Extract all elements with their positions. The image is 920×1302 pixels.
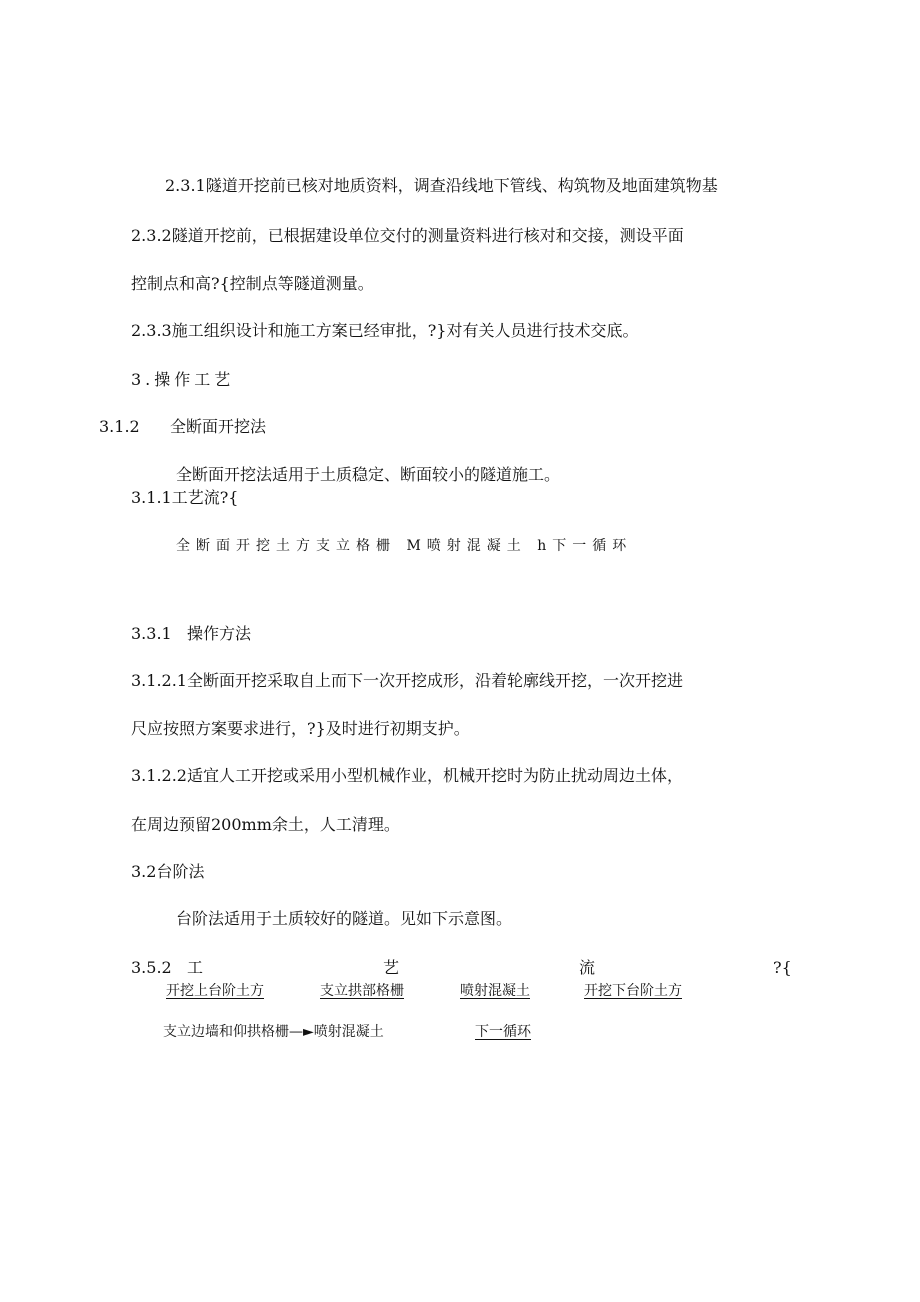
heading-3-3-1-title: 操作方法 — [187, 624, 252, 643]
heading-3-5-2-char-2: 艺 — [383, 958, 400, 977]
para-2-3-3: 2.3.3施工组织设计和施工方案已经审批，?}对有关人员进行技术交底。 — [131, 321, 639, 340]
flow-step-erect-arch-grid: 支立拱部格栅 — [320, 983, 404, 999]
flow-step-sidewall-invert-shotcrete: 支立边墙和仰拱格栅—►喷射混凝土 — [163, 1024, 384, 1040]
para-3-1-2-1-line1: 3.1.2.1全断面开挖采取自上而下一次开挖成形，沿着轮廓线开挖，一次开挖进 — [131, 671, 683, 690]
heading-3-1-2-number: 3.1.2 — [99, 417, 140, 436]
para-3-1-2-2-line2: 在周边预留200mm余土，人工清理。 — [131, 815, 400, 834]
flow-step-excavate-upper-bench: 开挖上台阶土方 — [166, 983, 264, 999]
para-2-3-2-line2: 控制点和高?{控制点等隧道测量。 — [131, 274, 374, 293]
flow-step-excavate-lower-bench: 开挖下台阶土方 — [584, 983, 682, 999]
heading-3-3-1-number: 3.3.1 — [131, 624, 172, 643]
heading-3-5-2-char-3: 流 — [579, 958, 596, 977]
heading-3: 3.操作工艺 — [131, 370, 235, 389]
para-3-1-2-2-line1: 3.1.2.2适宜人工开挖或采用小型机械作业，机械开挖时为防止扰动周边土体， — [131, 766, 683, 785]
process-flow-full-face: 全断面开挖土方支立格栅 M喷射混凝土 h下一循环 — [176, 538, 633, 554]
para-3-1-2-1-line2: 尺应按照方案要求进行，?}及时进行初期支护。 — [131, 719, 470, 738]
heading-3-2: 3.2台阶法 — [131, 862, 205, 881]
para-2-3-2-line1: 2.3.2隧道开挖前，已根据建设单位交付的测量资料进行核对和交接，测设平面 — [131, 226, 684, 245]
para-3-1-1: 3.1.1工艺流?{ — [131, 488, 239, 507]
para-2-3-1: 2.3.1隧道开挖前已核对地质资料，调查沿线地下管线、构筑物及地面建筑物基 — [165, 176, 718, 195]
para-full-face-method: 全断面开挖法适用于土质稳定、断面较小的隧道施工。 — [176, 465, 561, 484]
para-bench-method: 台阶法适用于土质较好的隧道。见如下示意图。 — [176, 909, 513, 928]
heading-3-1-2-title: 全断面开挖法 — [170, 417, 267, 436]
heading-3-5-2-char-4: ?{ — [773, 958, 792, 977]
flow-step-shotcrete: 喷射混凝土 — [460, 983, 530, 999]
heading-3-5-2-char-1: 工 — [187, 958, 204, 977]
heading-3-5-2-number: 3.5.2 — [131, 958, 172, 977]
flow-step-next-cycle: 下一循环 — [475, 1024, 531, 1040]
